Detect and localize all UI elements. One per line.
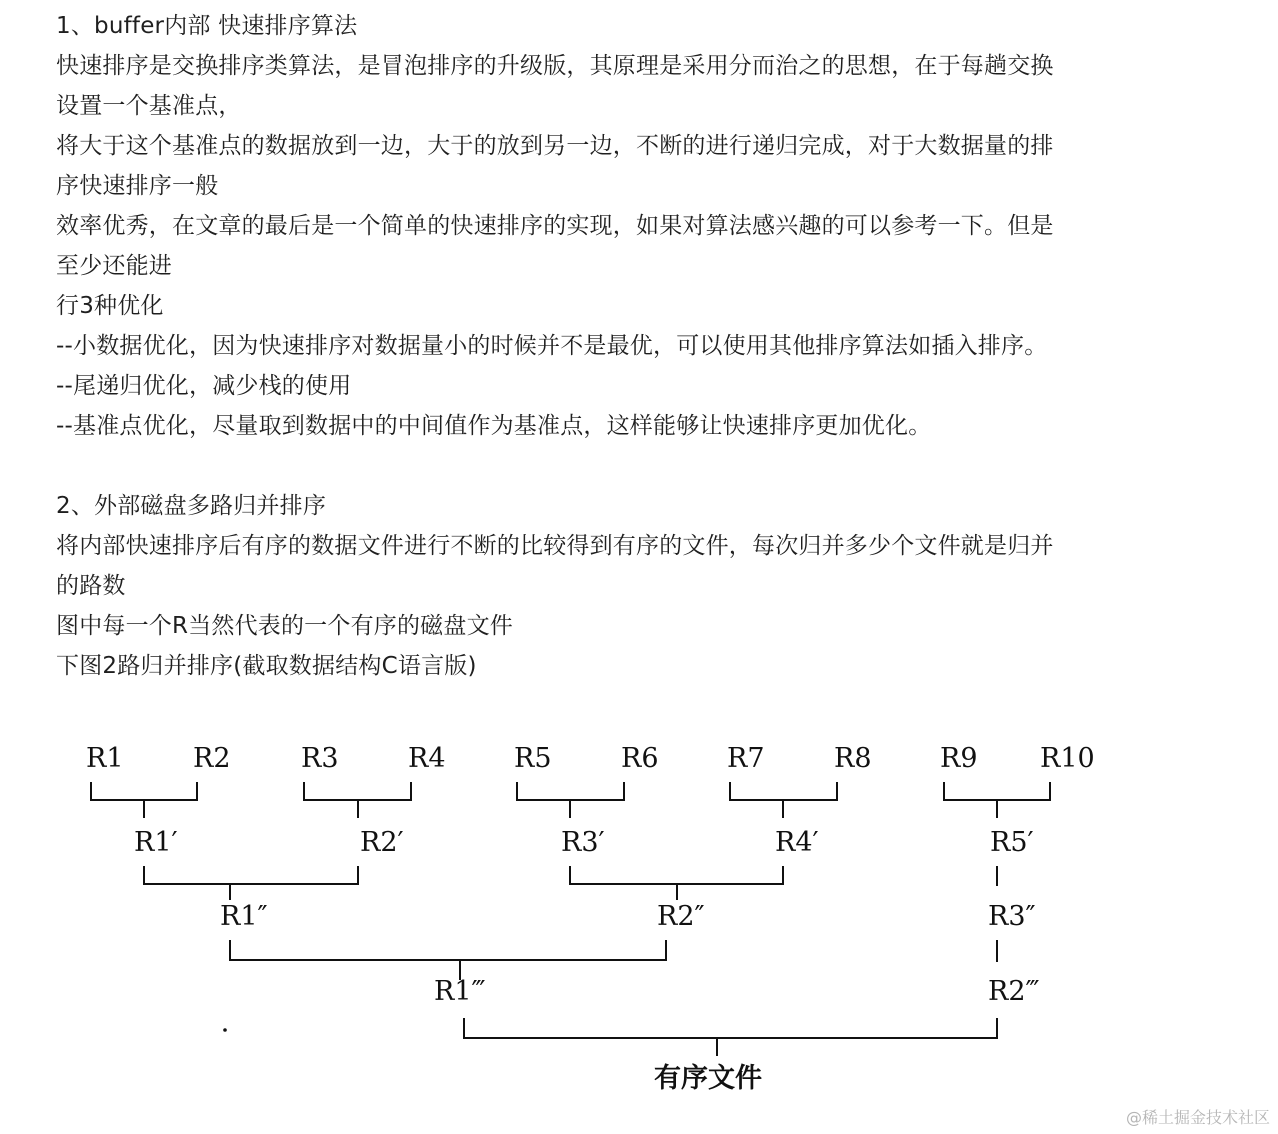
bracket-r5-r6 <box>517 782 624 818</box>
node-r4: R4 <box>408 743 446 774</box>
node-r3: R3 <box>301 743 339 774</box>
node-r3-double-prime: R3″ <box>988 901 1036 932</box>
section1-line: 至少还能进 <box>56 253 172 279</box>
stray-dot <box>223 1028 227 1032</box>
node-r1-triple-prime: R1‴ <box>434 976 486 1007</box>
section1-title: 1、buffer内部 快速排序算法 <box>56 13 358 39</box>
bracket-r3-r4 <box>304 782 411 818</box>
bracket-final <box>464 1018 997 1056</box>
node-r1-prime: R1′ <box>134 827 178 858</box>
node-r10: R10 <box>1040 743 1095 774</box>
node-r5-prime: R5′ <box>990 827 1034 858</box>
node-r2-double-prime: R2″ <box>657 901 705 932</box>
paragraph-gap <box>56 446 1166 486</box>
node-r6: R6 <box>621 743 659 774</box>
node-r3-prime: R3′ <box>561 827 605 858</box>
section1-line: 设置一个基准点， <box>56 93 242 119</box>
bracket-r9-r10 <box>944 782 1050 818</box>
section1-line: 序快速排序一般 <box>56 173 219 199</box>
section1-line: --基准点优化，尽量取到数据中的中间值作为基准点，这样能够让快速排序更加优化。 <box>56 413 932 439</box>
node-r4-prime: R4′ <box>775 827 819 858</box>
bracket-r1pp-r2pp <box>230 940 666 980</box>
node-r2-prime: R2′ <box>360 827 404 858</box>
node-r2: R2 <box>193 743 231 774</box>
article-text <box>56 6 1166 686</box>
section1-line: 行3种优化 <box>56 293 164 319</box>
section2-line: 图中每一个R当然代表的一个有序的磁盘文件 <box>56 613 513 639</box>
bracket-r1-r2 <box>91 782 197 818</box>
node-r7: R7 <box>727 743 765 774</box>
node-r1: R1 <box>86 743 124 774</box>
node-r8: R8 <box>834 743 872 774</box>
bracket-r7-r8 <box>730 782 837 818</box>
section2-title: 2、外部磁盘多路归并排序 <box>56 493 327 519</box>
node-r5: R5 <box>514 743 552 774</box>
watermark: @稀土掘金技术社区 <box>1125 1108 1270 1127</box>
section1-line: --小数据优化，因为快速排序对数据量小的时候并不是最优，可以使用其他排序算法如插入排序。 <box>56 333 1048 359</box>
section2-line: 的路数 <box>56 573 126 599</box>
bracket-r1p-r2p <box>144 866 358 900</box>
node-r9: R9 <box>940 743 978 774</box>
section1-line: 将大于这个基准点的数据放到一边，大于的放到另一边，不断的进行递归完成，对于大数据量的排 <box>56 133 1054 159</box>
node-r2-triple-prime: R2‴ <box>988 976 1040 1007</box>
section1-line: --尾递归优化，减少栈的使用 <box>56 373 352 399</box>
section1-line: 效率优秀，在文章的最后是一个简单的快速排序的实现，如果对算法感兴趣的可以参考一下。但是 <box>56 213 1054 239</box>
section2-line: 下图2路归并排序(截取数据结构C语言版) <box>56 653 477 679</box>
merge-sort-diagram <box>40 700 1150 1120</box>
section2-line: 将内部快速排序后有序的数据文件进行不断的比较得到有序的文件，每次归并多少个文件就是归并 <box>56 533 1054 559</box>
sorted-file-label: 有序文件 <box>654 1063 762 1094</box>
bracket-r3p-r4p <box>570 866 783 900</box>
section1-line: 快速排序是交换排序类算法，是冒泡排序的升级版，其原理是采用分而治之的思想，在于每趟交换 <box>56 53 1054 79</box>
node-r1-double-prime: R1″ <box>220 901 268 932</box>
